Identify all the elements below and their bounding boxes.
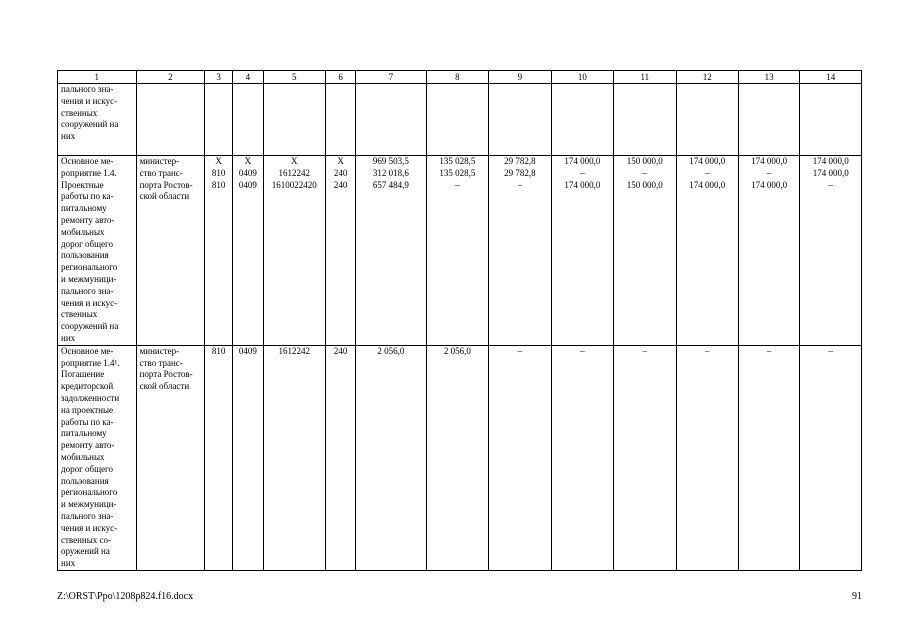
- column-number-13: 13: [738, 71, 799, 84]
- table-cell: [233, 84, 263, 156]
- table-cell: [489, 84, 551, 156]
- table-cell: [676, 84, 738, 156]
- column-number-3: 3: [205, 71, 233, 84]
- footer-file-path: Z:\ORST\Ppo\1208p824.f16.docx: [57, 591, 194, 602]
- footer-page-number: 91: [852, 591, 862, 602]
- column-number-12: 12: [676, 71, 738, 84]
- table-cell: [136, 84, 205, 156]
- table-cell: [426, 84, 488, 156]
- table-cell: 2 056,0: [426, 345, 488, 570]
- column-number-14: 14: [800, 71, 862, 84]
- table-cell: Основное ме- роприятие 1.4¹. Погашение кредиторской задолженности на проектные работы по ка- питальному ремонту авто- мобильных дорог общего пользования регионального и межмуници- пального зна- чения и искус- ственных со- оружений на них: [58, 345, 137, 570]
- table-cell: Х 810 810: [205, 156, 233, 346]
- column-number-10: 10: [551, 71, 613, 84]
- table-cell: –: [800, 345, 862, 570]
- table-cell: [551, 84, 613, 156]
- table-cell: пального зна- чения и искус- ственных сооружений на них: [58, 84, 137, 156]
- table-cell: 29 782,8 29 782,8 –: [489, 156, 551, 346]
- table-cell: 2 056,0: [356, 345, 427, 570]
- table-cell: 174 000,0 174 000,0 –: [800, 156, 862, 346]
- table-cell: Х 0409 0409: [233, 156, 263, 346]
- table-cell: 0409: [233, 345, 263, 570]
- column-number-8: 8: [426, 71, 488, 84]
- table-cell: [356, 84, 427, 156]
- table-cell: [614, 84, 676, 156]
- table-cell: Х 1612242 1610022420: [263, 156, 325, 346]
- table-cell: [800, 84, 862, 156]
- table-cell: 240: [325, 345, 355, 570]
- data-table: [57, 70, 862, 571]
- table-cell: 174 000,0 – 174 000,0: [676, 156, 738, 346]
- table-cell: [738, 84, 799, 156]
- table-cell: 174 000,0 – 174 000,0: [551, 156, 613, 346]
- column-number-9: 9: [489, 71, 551, 84]
- column-number-2: 2: [136, 71, 205, 84]
- table-row: [58, 345, 862, 570]
- table-cell: –: [676, 345, 738, 570]
- table-cell: министер- ство транс- порта Ростов- ской области: [136, 156, 205, 346]
- table-cell: [205, 84, 233, 156]
- table-cell: Основное ме- роприятие 1.4. Проектные работы по ка- питальному ремонту авто- мобильных дорог общего пользования регионального и межмуници- пального зна- чения и искус- ственных сооружений на них: [58, 156, 137, 346]
- table-cell: –: [738, 345, 799, 570]
- table-cell: 1612242: [263, 345, 325, 570]
- column-number-4: 4: [233, 71, 263, 84]
- table-cell: 174 000,0 – 174 000,0: [738, 156, 799, 346]
- column-number-5: 5: [263, 71, 325, 84]
- column-number-6: 6: [325, 71, 355, 84]
- column-number-11: 11: [614, 71, 676, 84]
- table-cell: 135 028,5 135 028,5 –: [426, 156, 488, 346]
- table-cell: –: [614, 345, 676, 570]
- column-number-1: 1: [58, 71, 137, 84]
- table-header-row: [58, 71, 862, 84]
- table-cell: 810: [205, 345, 233, 570]
- table-cell: [325, 84, 355, 156]
- table-cell: 150 000,0 – 150 000,0: [614, 156, 676, 346]
- table-row: [58, 84, 862, 156]
- table-cell: –: [489, 345, 551, 570]
- table-cell: [263, 84, 325, 156]
- table-cell: министер- ство транс- порта Ростов- ской области: [136, 345, 205, 570]
- column-number-7: 7: [356, 71, 427, 84]
- table-row: [58, 156, 862, 346]
- table-cell: 969 503,5 312 018,6 657 484,9: [356, 156, 427, 346]
- table-cell: Х 240 240: [325, 156, 355, 346]
- table-cell: –: [551, 345, 613, 570]
